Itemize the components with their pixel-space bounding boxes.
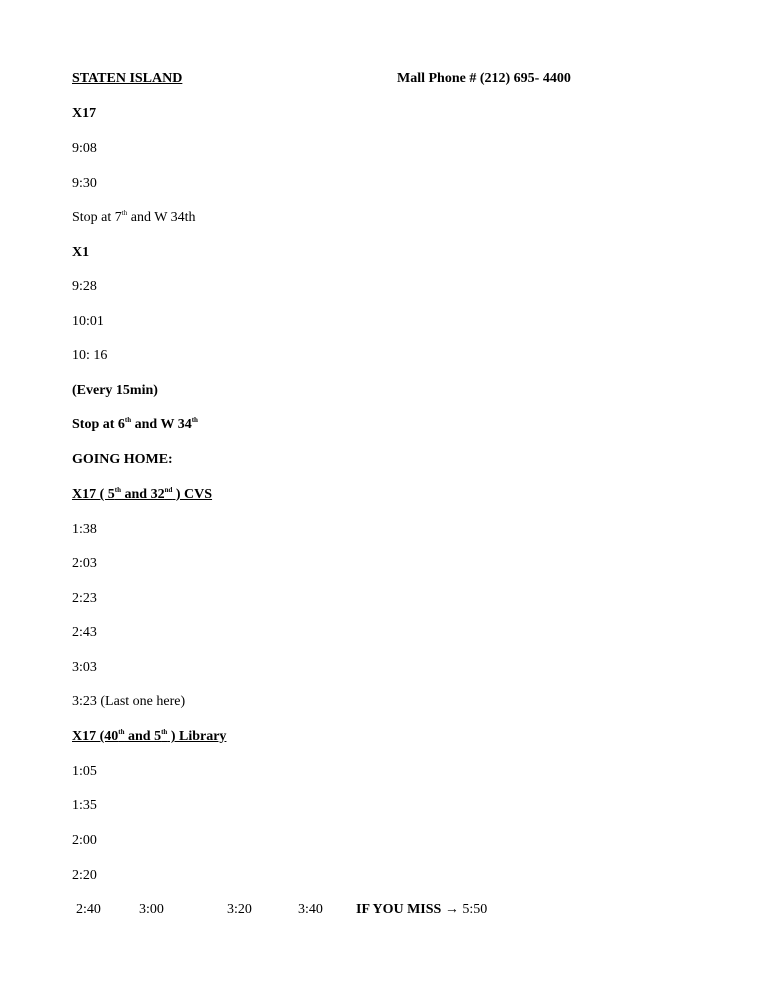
x17-time-1: 9:08 — [72, 141, 97, 156]
x1-time-2: 10:01 — [72, 314, 104, 329]
route-x17-heading: X17 — [72, 106, 97, 121]
route-x1-heading: X1 — [72, 245, 90, 260]
library-time-8: 3:40 — [298, 902, 323, 917]
library-time-3: 2:00 — [72, 833, 97, 848]
library-time-4: 2:20 — [72, 868, 97, 883]
cvs-time-5: 3:03 — [72, 660, 97, 675]
library-time-6: 3:00 — [139, 902, 164, 917]
miss-label: IF YOU MISS — [356, 902, 442, 917]
going-home-heading: GOING HOME: — [72, 452, 173, 467]
borough-heading: STATEN ISLAND — [72, 71, 183, 86]
x1-time-1: 9:28 — [72, 279, 97, 294]
miss-time: 5:50 — [462, 902, 488, 917]
cvs-time-6: 3:23 (Last one here) — [72, 694, 186, 709]
library-time-5: 2:40 — [76, 902, 101, 917]
x1-stop: Stop at 6th and W 34th — [72, 416, 198, 432]
x17-time-2: 9:30 — [72, 176, 97, 191]
library-time-2: 1:35 — [72, 798, 97, 813]
cvs-time-3: 2:23 — [72, 591, 97, 606]
x1-frequency: (Every 15min) — [72, 383, 158, 398]
mall-phone: Mall Phone # (212) 695- 4400 — [397, 71, 571, 86]
cvs-time-1: 1:38 — [72, 522, 97, 537]
arrow-right-icon: → — [444, 902, 459, 917]
miss-notice — [356, 902, 487, 918]
library-last-row — [0, 902, 768, 920]
cvs-time-2: 2:03 — [72, 556, 97, 571]
x1-time-3: 10: 16 — [72, 348, 108, 363]
library-time-1: 1:05 — [72, 764, 97, 779]
cvs-route-heading: X17 ( 5th and 32nd ) CVS — [72, 486, 213, 502]
cvs-time-4: 2:43 — [72, 625, 97, 640]
library-route-heading: X17 (40th and 5th ) Library — [72, 728, 227, 744]
library-time-7: 3:20 — [227, 902, 252, 917]
x17-stop: Stop at 7th and W 34th — [72, 209, 196, 225]
